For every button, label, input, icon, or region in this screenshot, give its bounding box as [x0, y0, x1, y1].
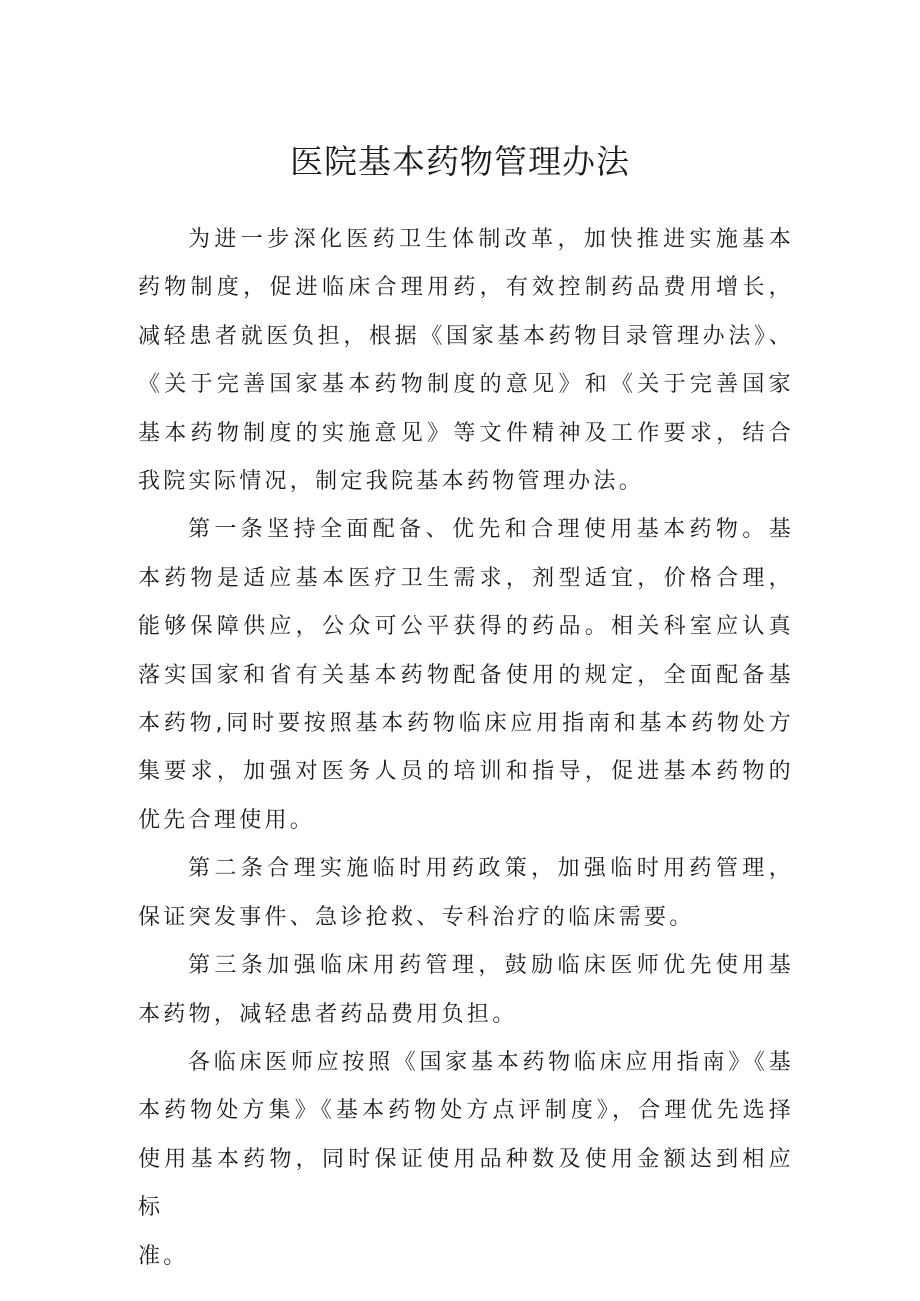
paragraph-clinicians: 各临床医师应按照《国家基本药物临床应用指南》《基本药物处方集》《基本药物处方点评制度》，合理优先选择使用基本药物，同时保证使用品种数及使用金额达到相应标 [138, 1049, 794, 1221]
document-title: 医院基本药物管理办法 [290, 142, 630, 181]
paragraph-article-1: 第一条坚持全面配备、优先和合理使用基本药物。基本药物是适应基本医疗卫生需求，剂型适宜，价格合理，能够保障供应，公众可公平获得的药品。相关科室应认真落实国家和省有关基本药物配备使用的规定，全面配备基本药物,同时要按照基本药物临床应用指南和基本药物处方集要求，加强对医务人员的培训和指导，促进基本药物的优先合理使用。 [138, 517, 794, 833]
paragraph-tail: 准。 [138, 1243, 189, 1269]
paragraph-article-3: 第三条加强临床用药管理，鼓励临床医师优先使用基本药物，减轻患者药品费用负担。 [138, 953, 794, 1027]
document-body [138, 216, 794, 1281]
paragraph-article-2: 第二条合理实施临时用药政策，加强临时用药管理，保证突发事件、急诊抢救、专科治疗的临床需要。 [138, 856, 794, 930]
paragraph-intro: 为进一步深化医药卫生体制改革，加快推进实施基本药物制度，促进临床合理用药，有效控制药品费用增长，减轻患者就医负担，根据《国家基本药物目录管理办法》、《关于完善国家基本药物制度的意见》和《关于完善国家基本药物制度的实施意见》等文件精神及工作要求，结合我院实际情况，制定我院基本药物管理办法。 [138, 227, 794, 495]
